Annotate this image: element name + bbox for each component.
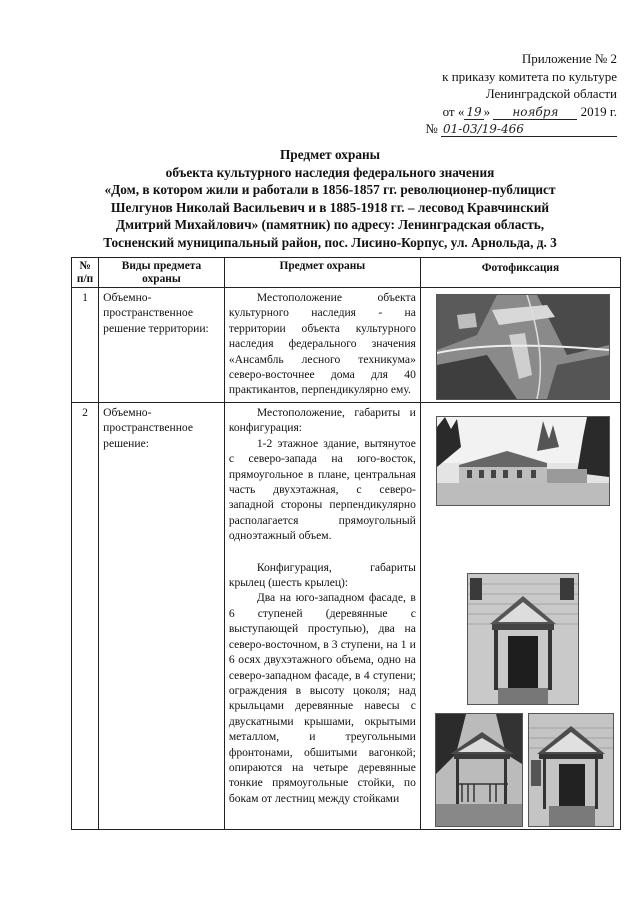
row-kind: Объемно-пространственное решение:: [99, 403, 225, 830]
title-line-4: Шелгунов Николай Васильевич и в 1885-1918 гг. – лесовод Кравчинский: [110, 199, 550, 215]
porch-left-photo: [435, 713, 523, 827]
row-number: 2: [72, 403, 99, 830]
appendix-number: Приложение № 2: [521, 51, 617, 66]
title-line-2: объекта культурного наследия федерального значения: [165, 164, 495, 180]
document-title: [60, 146, 600, 252]
col-header-subject: Предмет охраны: [224, 258, 420, 288]
title-line-3: «Дом, в котором жили и работали в 1856-1857 гг. революционер-публицист: [104, 182, 556, 198]
order-date: от « 19 » ноября 2019 г.: [442, 103, 617, 119]
handwritten-month: ноября: [493, 106, 577, 120]
title-line-6: Тосненский муниципальный район, пос. Лисино-Корпус, ул. Арнольда, д. 3: [103, 234, 557, 250]
order-number: № 01-03/19-466: [395, 120, 617, 138]
title-line-5: Дмитрий Михайлович» (памятник) по адресу: Ленинградская область,: [115, 217, 545, 233]
table-header-row: [72, 258, 621, 288]
order-reference: к приказу комитета по культуре: [442, 68, 617, 84]
col-header-kind: Виды предмета охраны: [99, 258, 225, 288]
porch-right-photo: [528, 713, 614, 827]
title-line-1: Предмет охраны: [279, 147, 381, 162]
building-facade-photo: [436, 416, 610, 506]
porch-photo: [467, 573, 579, 705]
appendix-header: [395, 50, 617, 138]
handwritten-number: 01-03/19-466: [441, 123, 617, 137]
row-subject: Местоположение, габариты и конфигурация: 1-2 этажное здание, вытянутое с северо-запада на юго-восток, прямоугольное в плане, центральная часть двухэтажная, с северо-западной стороны перпендикулярно располагается прямоугольный одноэтажный объем. Конфигурация, габариты крылец (шесть крылец): Два на юго-западном фасаде, в 6 ступеней (деревянные с выступающей проступью), два на северо-восточном, в 3 ступени, на 1 и 6 осях двухэтажного объема, одно на северо-западном фасаде, в 4 ступени; ограждения в высоту цоколя; над крыльцами деревянные навесы с двускатными крышами, окрытыми металлом, и треугольными фронтонами, обшитыми вагонкой; опираются на четыре деревянные тонкие прямоугольные стойки, по бокам от лестниц между стойками: [224, 403, 420, 830]
handwritten-day: 19: [466, 104, 482, 119]
region-name: Ленинградской области: [485, 86, 617, 101]
aerial-map-photo: [436, 294, 610, 400]
row-number: 1: [72, 288, 99, 403]
col-header-number: № п/п: [72, 258, 99, 288]
col-header-photo: Фотофиксация: [420, 258, 620, 288]
row-subject: Местоположение объекта культурного наследия - на территории объекта культурного наследия федерального значения «Ансамбль лесного техникума» северо-восточнее дома для 40 практикантов, перпендикулярно ему.: [224, 288, 420, 403]
row-kind: Объемно-пространственное решение территории:: [99, 288, 225, 403]
